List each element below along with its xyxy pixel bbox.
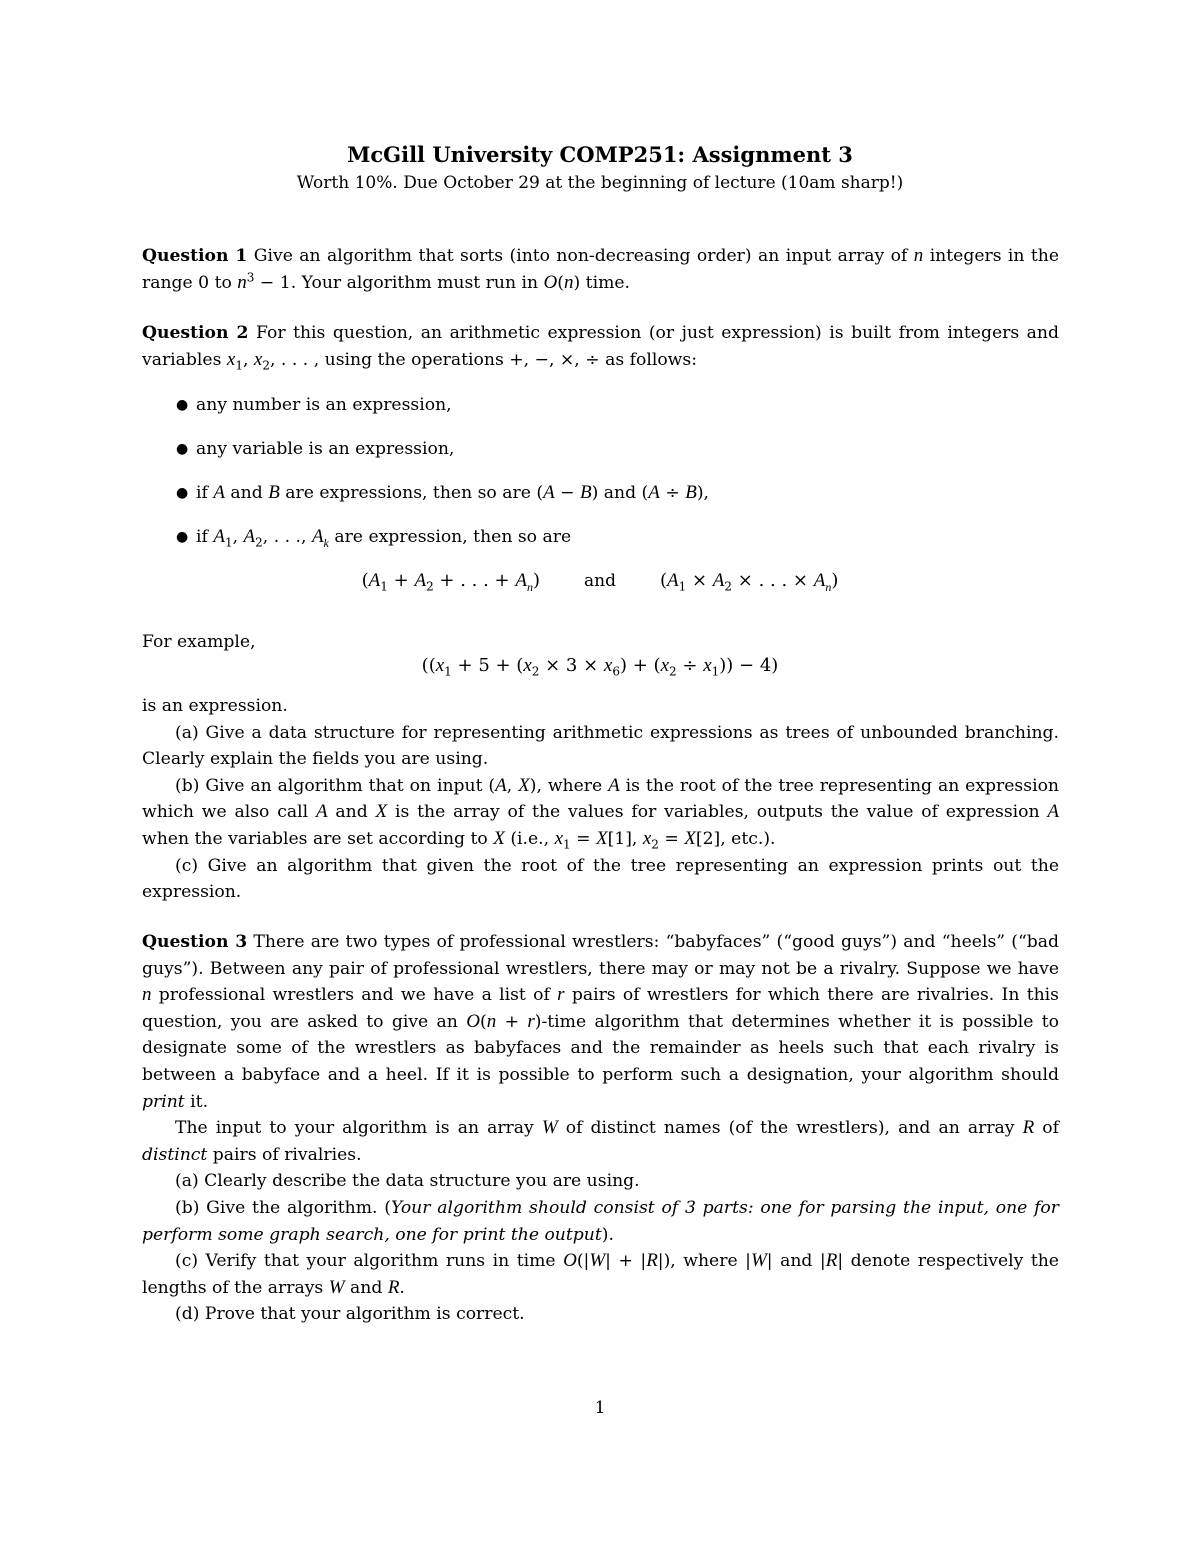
list-item: ● if $A_1$, $A_2$, . . ., $A_k$ are expression, then so are xyxy=(176,526,572,550)
question-3-part-d: (d) Prove that your algorithm is correct. xyxy=(175,1304,525,1325)
example-expression: $((x_1 + 5 + (x_2 \times 3 \times x_6) + (x_2 \div x_1)) - 4)$ xyxy=(421,655,779,679)
for-example-label: For example, xyxy=(142,632,256,652)
display-equation-sum-product: ($A_1 + A_2$ + . . . + $A_n$) and ($A_1 \times A_2$ × . . . × $A_n$) xyxy=(361,570,839,594)
question-3-part-a: (a) Clearly describe the data structure you are using. xyxy=(175,1171,640,1192)
question-2-part-a: (a) Give a data structure for representing arithmetic expressions as trees of unbounded branching. Clearly explain the fields you are using. xyxy=(142,722,1059,770)
page-subtitle: Worth 10%. Due October 29 at the beginning of lecture (10am sharp!) xyxy=(296,173,904,193)
question-2-parts: is an expression. (a) Give a data structure for representing arithmetic expressions as trees of unbounded branching. Clearly explain the fields you are using. (b) Give an algorithm that on input (A, X), where A is the root of the tree representing an expression which we also call A and X is the array of the values for variables, outputs the value of expression A when the variables are set according to X (i.e., $x_1 = X[1]$, $x_2 = X[2]$, etc.). (c) Give an algorithm that given the root of the tree representing an expression prints out the expression. xyxy=(142,696,1060,903)
question-3-label: Question 3 xyxy=(142,932,248,952)
question-2-intro: Question 2 For this question, an arithmetic expression (or just expression) is built from integers and variables $x_1$, $x_2$, . . . , using the operations +, −, ×, ÷ as follows: xyxy=(142,323,1059,373)
question-2-label: Question 2 xyxy=(142,323,249,343)
list-item: ● any number is an expression, xyxy=(176,395,452,415)
question-3: Question 3 There are two types of professional wrestlers: “babyfaces” (“good guys”) and “heels” (“bad guys”). Between any pair of professional wrestlers, there may or may not be a rivalry. Suppose we have n professional wrestlers and we have a list of r pairs of wrestlers for which there are rivalries. In this question, you are asked to give an O(n + r)-time algorithm that determines whether it is possible to designate some of the wrestlers as babyfaces and the remainder as heels such that each rivalry is between a babyface and a heel. If it is possible to perform such a designation, your algorithm should print it. The input to your algorithm is an array W of distinct names (of the wrestlers), and an array R of distinct pairs of rivalries. (a) Clearly describe the data structure you are using. (b) Give the algorithm. (Your algorithm should consist of 3 parts: one for parsing the input, one for perform some graph search, one for print the output). (c) Verify that your algorithm runs in time O(|W| + |R|), where |W| and |R| denote respectively the lengths of the arrays W and R. (d) Prove that your algorithm is correct. xyxy=(142,932,1060,1325)
question-1-label: Question 1 xyxy=(142,246,248,266)
page-number: 1 xyxy=(594,1398,606,1418)
question-2-part-c: (c) Give an algorithm that given the root of the tree representing an expression prints out the expression. xyxy=(142,855,1059,903)
question-1: Question 1 Give an algorithm that sorts (into non-decreasing order) an input array of n integers in the range 0 to $n^3 - 1$. Your algorithm must run in O(n) time. xyxy=(142,245,1060,293)
list-item: ● any variable is an expression, xyxy=(176,439,455,459)
list-item: ● if A and B are expressions, then so are (A − B) and (A ÷ B), xyxy=(176,482,709,503)
expression-rules-list xyxy=(142,392,1059,568)
page-title: McGill University COMP251: Assignment 3 xyxy=(347,142,853,167)
